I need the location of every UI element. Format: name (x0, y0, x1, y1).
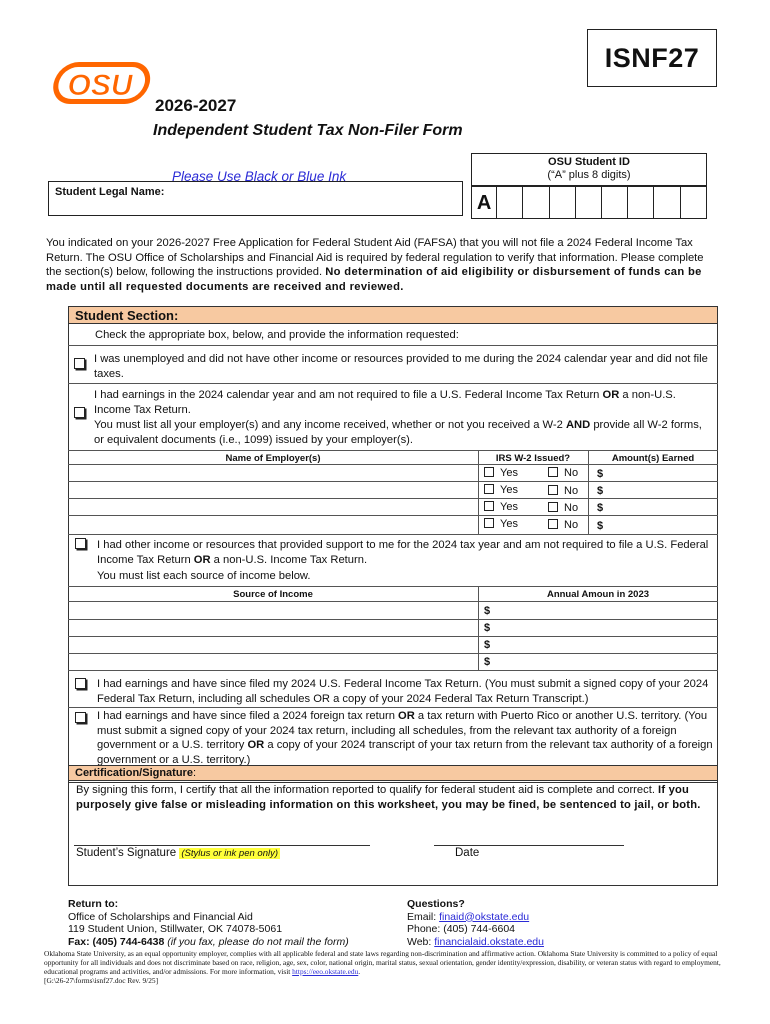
questions-block (407, 898, 544, 948)
w2-no-checkbox[interactable] (548, 467, 558, 477)
option-3-or: OR (193, 553, 211, 566)
ink-notice: Please Use Black or Blue Ink (172, 169, 347, 184)
w2-yes-checkbox[interactable] (484, 484, 494, 494)
legal-name-field[interactable] (48, 181, 463, 216)
table-border (68, 601, 718, 602)
web-label: Web: (407, 935, 435, 948)
fax-number: Fax: (405) 744-6438 (68, 935, 165, 948)
w2-no-label: No (564, 502, 579, 514)
w2-yes-label: Yes (500, 484, 518, 496)
return-to-block (68, 898, 349, 948)
source-col-header: Source of Income (233, 589, 313, 600)
email-link[interactable]: finaid@okstate.edu (439, 910, 530, 923)
table-border (68, 534, 718, 535)
questions-label: Questions? (407, 898, 465, 910)
phone-number: Phone: (405) 744-6604 (407, 923, 515, 935)
option-3-text-b: a non-U.S. Income Tax Return. (210, 553, 368, 566)
table-border (478, 450, 479, 534)
intro-paragraph (46, 236, 716, 294)
form-code: ISNF27 (587, 29, 717, 87)
option-3-checkbox[interactable] (75, 538, 86, 549)
eeo-disclaimer: Oklahoma State University, as an equal opportunity employer, complies with all applicable federal and state laws regarding non-discrimination and affirmative action. Oklahoma State University is committed to a policy of equal opportunity for all individuals and does not discriminate based on race, religion, age, sex, color, national origin, marital status, sexual orientation, gender identity/expression, disability, or veteran status with regard to employment, educational programs and activities, and/or admissions. For more information, visit https://eeo.okstate.edu. [G:\26-27\forms\isnf27.doc Rev. 9/25] (44, 949, 721, 985)
legal-name-label: Student Legal Name: (55, 186, 165, 198)
student-id-digit[interactable] (628, 186, 654, 219)
document-reference: [G:\26-27\forms\isnf27.doc Rev. 9/25] (44, 976, 159, 985)
certification-warning: If you purposely give false or misleading information on this worksheet, you may be fined, be sentenced to jail, or both. (76, 784, 701, 811)
w2-yes-checkbox[interactable] (484, 518, 494, 528)
table-border (478, 586, 479, 670)
w2-no-label: No (564, 485, 579, 497)
table-border (68, 450, 718, 451)
w2-yes-option[interactable] (484, 518, 518, 530)
w2-no-option[interactable] (548, 519, 578, 531)
annual-amount-col-header: Annual Amoun in 2023 (546, 589, 650, 600)
certification-statement: By signing this form, I certify that all the information reported to qualify for federal student aid is complete and correct. (76, 784, 659, 796)
web-link[interactable]: financialaid.okstate.edu (434, 935, 544, 948)
option-5-checkbox[interactable] (75, 712, 86, 723)
student-id-digit[interactable] (681, 186, 707, 219)
w2-no-checkbox[interactable] (548, 502, 558, 512)
w2-no-label: No (564, 467, 579, 479)
option-3-instruction: You must list each source of income below. (97, 570, 311, 582)
student-id-digit[interactable] (602, 186, 628, 219)
table-border (588, 450, 589, 534)
amount-dollar: $ (597, 520, 604, 532)
w2-yes-option[interactable] (484, 484, 518, 496)
w2-yes-checkbox[interactable] (484, 501, 494, 511)
w2-yes-checkbox[interactable] (484, 467, 494, 477)
signature-label: Student’s Signature (76, 847, 177, 859)
signature-line[interactable] (74, 845, 370, 846)
option-1-text: I was unemployed and did not have other income or resources provided to me during the 2024 calendar year and did not file taxes. (94, 353, 708, 380)
table-border (68, 619, 718, 620)
income-dollar: $ (484, 605, 491, 617)
option-5-text (97, 709, 719, 767)
stylus-note: (Stylus or ink pen only) (181, 848, 278, 859)
logo-text: OSU (67, 69, 133, 102)
w2-yes-label: Yes (500, 467, 518, 479)
w2-yes-label: Yes (500, 501, 518, 513)
table-border (68, 670, 718, 671)
income-dollar: $ (484, 656, 491, 668)
table-border (68, 636, 718, 637)
fax-note: (if you fax, please do not mail the form) (164, 935, 349, 948)
form-title: Independent Student Tax Non-Filer Form (153, 122, 463, 139)
amount-dollar: $ (597, 468, 604, 480)
option-2-text-c: You must list all your employer(s) and any income received, whether or not you received a W-2 (94, 419, 566, 431)
option-2-instruction (94, 418, 714, 447)
w2-yes-label: Yes (500, 518, 518, 530)
amount-dollar: $ (597, 485, 604, 497)
w2-col-header: IRS W-2 Issued? (495, 453, 571, 464)
w2-yes-option[interactable] (484, 501, 518, 513)
student-id-digit[interactable] (523, 186, 549, 219)
option-5-text-a: I had earnings and have since filed a 2024 foreign tax return (97, 710, 399, 722)
signature-label-row (76, 847, 280, 859)
eeo-link[interactable]: https://eeo.okstate.edu (292, 967, 359, 976)
amount-col-header: Amount(s) Earned (611, 453, 695, 464)
divider (68, 707, 718, 708)
w2-no-label: No (564, 519, 579, 531)
option-2-or: OR (602, 389, 620, 401)
certification-colon: : (192, 767, 197, 779)
student-section-heading: Student Section: (68, 306, 718, 324)
student-id-header (471, 153, 707, 186)
option-2-text-d: provide all W-2 forms, or equivalent documents (i.e., 1099) issued by your employer(s). (94, 419, 702, 446)
student-id-digit[interactable] (576, 186, 602, 219)
w2-no-option[interactable] (548, 467, 578, 479)
disclaimer-text: Oklahoma State University, as an equal opportunity employer, complies with all applicable federal and state laws regarding non-discrimination and affirmative action. Oklahoma State University is committed to a policy of equal opportunity for all individuals and does not discriminate based on race, religion, age, sex, color, national origin, marital status, sexual orientation, gender identity/expression, disability, or veteran status with regard to employment, educational programs and activities, and/or admissions. For more information, visit (44, 949, 721, 976)
w2-no-option[interactable] (548, 502, 578, 514)
table-border (68, 586, 718, 587)
divider (68, 345, 718, 346)
option-2-text-b: a non-U.S. Income Tax Return. (94, 389, 676, 416)
option-5-or: OR (247, 739, 265, 751)
amount-dollar: $ (597, 502, 604, 514)
date-label: Date (455, 847, 480, 859)
table-border (68, 498, 718, 499)
table-border (68, 481, 718, 482)
option-5-or: OR (398, 710, 415, 722)
w2-no-checkbox[interactable] (548, 519, 558, 529)
w2-no-checkbox[interactable] (548, 485, 558, 495)
w2-no-option[interactable] (548, 485, 578, 497)
table-border (68, 515, 718, 516)
option-3-text (97, 538, 717, 567)
student-id-label: OSU Student ID (548, 156, 630, 168)
return-to-label: Return to: (68, 898, 119, 910)
option-4-checkbox[interactable] (75, 678, 86, 689)
w2-yes-option[interactable] (484, 467, 518, 479)
intro-text: You indicated on your 2026-2027 Free Application for Federal Student Aid (FAFSA) that you will not file a 2024 Federal Income Tax Return. The OSU Office of Scholarships and Financial Aid is required by federal regulation to verify that information. Please complete the section(s) below, following the instructions provided. (46, 237, 704, 278)
osu-logo (47, 58, 155, 108)
student-id-prefix: A (471, 186, 497, 219)
option-2-checkbox[interactable] (74, 407, 85, 418)
section-instruction: Check the appropriate box, below, and provide the information requested: (95, 329, 459, 341)
table-border (68, 464, 718, 465)
student-id-field[interactable] (471, 186, 707, 219)
table-border (68, 653, 718, 654)
certification-heading-text: Certification/Signature (75, 767, 193, 779)
student-id-digit[interactable] (550, 186, 576, 219)
option-1-checkbox[interactable] (74, 358, 85, 369)
intro-bold: No determination of aid eligibility or disbursement of funds can be made until all requested documents are received and reviewed. (46, 266, 702, 293)
option-3-text-a: I had other income or resources that provided support to me for the 2024 tax year and am not required to file a U.S. Federal Income Tax Return (97, 539, 709, 566)
option-2-text (94, 388, 714, 417)
income-dollar: $ (484, 639, 491, 651)
option-4-text: I had earnings and have since filed my 2024 U.S. Federal Income Tax Return. (You must submit a signed copy of your 2024 Federal Tax Return, including all schedules OR a copy of your 2024 Federal Tax Return Transcript.) (97, 678, 709, 705)
student-id-hint: (“A” plus 8 digits) (547, 169, 631, 181)
student-id-digit[interactable] (654, 186, 680, 219)
option-5-text-c: a copy of your 2024 transcript of your tax return from the relevant tax authority of a foreign government or a U.S. territory.) (97, 739, 713, 766)
office-address: 119 Student Union, Stillwater, OK 74078-5061 (68, 923, 283, 935)
date-line[interactable] (434, 845, 624, 846)
employer-col-header: Name of Employer(s) (225, 453, 321, 464)
email-label: Email: (407, 910, 440, 923)
option-2-text-a: I had earnings in the 2024 calendar year and am not required to file a U.S. Federal Income Tax Return (94, 389, 603, 401)
certification-heading (68, 765, 718, 781)
form-year: 2026-2027 (155, 96, 237, 115)
option-5-text-b: a tax return with Puerto Rico or another U.S. territory. (You must submit a signed copy of your 2024 tax return, including all schedules, from the relevant tax authority of a foreign government or a U.S. territory (97, 710, 708, 751)
divider (68, 383, 718, 384)
option-2-and: AND (565, 419, 591, 431)
certification-text (76, 783, 714, 812)
office-name: Office of Scholarships and Financial Aid (68, 910, 253, 923)
student-id-digit[interactable] (497, 186, 523, 219)
income-dollar: $ (484, 622, 491, 634)
